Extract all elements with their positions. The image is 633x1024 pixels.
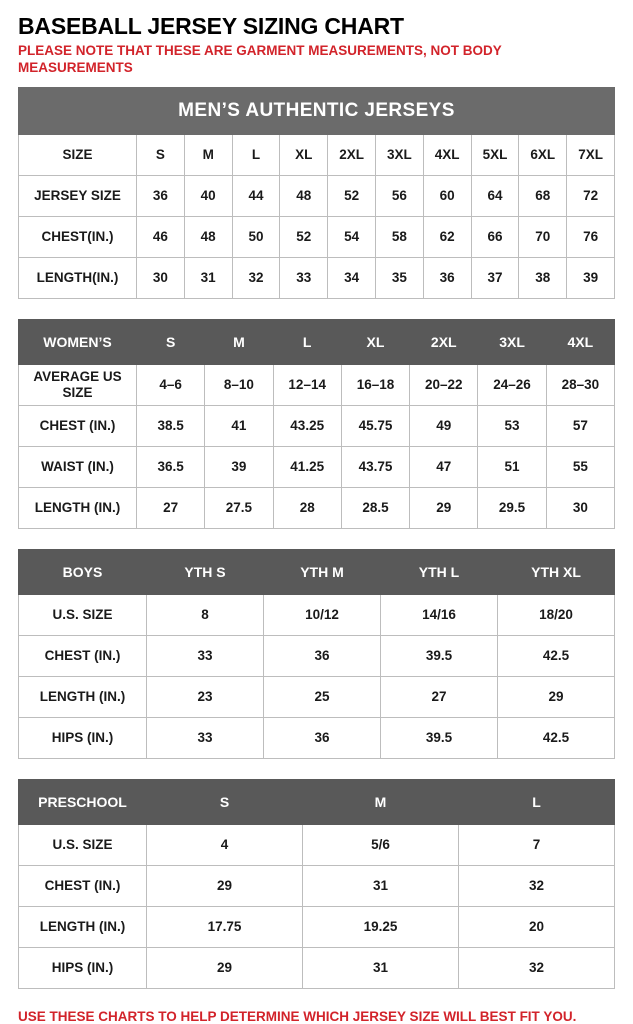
column-header: M — [205, 319, 273, 364]
table-header-row — [19, 319, 615, 364]
table-cell: 36 — [137, 175, 185, 216]
table-cell: 36 — [264, 717, 381, 758]
table-cell: 30 — [546, 487, 614, 528]
row-label: LENGTH(IN.) — [19, 257, 137, 298]
table-cell: 39 — [205, 446, 273, 487]
row-label: U.S. SIZE — [19, 594, 147, 635]
table-cell: 39 — [567, 257, 615, 298]
row-label: CHEST (IN.) — [19, 865, 147, 906]
column-header: 3XL — [375, 134, 423, 175]
table-cell: 42.5 — [498, 717, 615, 758]
table-cell: 8–10 — [205, 364, 273, 405]
column-header: L — [232, 134, 280, 175]
table-cell: 29 — [147, 865, 303, 906]
row-label: LENGTH (IN.) — [19, 487, 137, 528]
womens-sizing-table — [18, 319, 615, 529]
row-label: HIPS (IN.) — [19, 717, 147, 758]
row-label: HIPS (IN.) — [19, 947, 147, 988]
table-cell: 10/12 — [264, 594, 381, 635]
table-row — [19, 405, 615, 446]
table-cell: 28.5 — [341, 487, 409, 528]
table-cell: 45.75 — [341, 405, 409, 446]
table-cell: 36.5 — [137, 446, 205, 487]
footer-note: USE THESE CHARTS TO HELP DETERMINE WHICH JERSEY SIZE WILL BEST FIT YOU. — [18, 1008, 577, 1024]
column-header: M — [184, 134, 232, 175]
table-cell: 57 — [546, 405, 614, 446]
table-cell: 36 — [423, 257, 471, 298]
table-cell: 36 — [264, 635, 381, 676]
table-cell: 27 — [137, 487, 205, 528]
table-row — [19, 676, 615, 717]
page-title: BASEBALL JERSEY SIZING CHART — [18, 13, 404, 39]
table-cell: 60 — [423, 175, 471, 216]
table-cell: 39.5 — [381, 717, 498, 758]
table-cell: 23 — [147, 676, 264, 717]
column-header: 7XL — [567, 134, 615, 175]
table-header-row — [19, 779, 615, 824]
column-header: PRESCHOOL — [19, 779, 147, 824]
table-cell: 5/6 — [303, 824, 459, 865]
table-cell: 29.5 — [478, 487, 546, 528]
table-cell: 20–22 — [410, 364, 478, 405]
table-cell: 43.25 — [273, 405, 341, 446]
column-header: SIZE — [19, 134, 137, 175]
table-cell: 52 — [328, 175, 376, 216]
table-row — [19, 257, 615, 298]
table-cell: 53 — [478, 405, 546, 446]
table-cell: 12–14 — [273, 364, 341, 405]
table-row — [19, 906, 615, 947]
table-cell: 25 — [264, 676, 381, 717]
table-cell: 4–6 — [137, 364, 205, 405]
table-cell: 31 — [184, 257, 232, 298]
table-row — [19, 635, 615, 676]
table-cell: 52 — [280, 216, 328, 257]
table-cell: 19.25 — [303, 906, 459, 947]
measurement-note: PLEASE NOTE THAT THESE ARE GARMENT MEASUREMENTS, NOT BODY MEASUREMENTS — [18, 43, 502, 76]
table-cell: 17.75 — [147, 906, 303, 947]
column-header: YTH S — [147, 549, 264, 594]
boys-sizing-table — [18, 549, 615, 759]
row-label: WAIST (IN.) — [19, 446, 137, 487]
table-cell: 8 — [147, 594, 264, 635]
table-cell: 68 — [519, 175, 567, 216]
table-row — [19, 717, 615, 758]
column-header: 2XL — [410, 319, 478, 364]
table-cell: 50 — [232, 216, 280, 257]
table-cell: 41.25 — [273, 446, 341, 487]
table-cell: 39.5 — [381, 635, 498, 676]
mens-banner-label: MEN’S AUTHENTIC JERSEYS — [19, 87, 615, 134]
table-cell: 28 — [273, 487, 341, 528]
table-cell: 72 — [567, 175, 615, 216]
table-cell: 31 — [303, 947, 459, 988]
table-cell: 32 — [459, 865, 615, 906]
table-row — [19, 175, 615, 216]
table-cell: 30 — [137, 257, 185, 298]
column-header: 4XL — [423, 134, 471, 175]
table-cell: 47 — [410, 446, 478, 487]
table-cell: 76 — [567, 216, 615, 257]
table-cell: 24–26 — [478, 364, 546, 405]
table-banner-row — [19, 87, 615, 134]
column-header: YTH XL — [498, 549, 615, 594]
table-row — [19, 824, 615, 865]
table-cell: 54 — [328, 216, 376, 257]
table-cell: 38.5 — [137, 405, 205, 446]
table-cell: 55 — [546, 446, 614, 487]
table-cell: 32 — [459, 947, 615, 988]
table-cell: 33 — [280, 257, 328, 298]
table-cell: 48 — [184, 216, 232, 257]
column-header: L — [273, 319, 341, 364]
table-cell: 70 — [519, 216, 567, 257]
row-label: LENGTH (IN.) — [19, 906, 147, 947]
preschool-sizing-table — [18, 779, 615, 989]
table-cell: 18/20 — [498, 594, 615, 635]
table-cell: 56 — [375, 175, 423, 216]
column-header: S — [137, 134, 185, 175]
column-header: S — [137, 319, 205, 364]
table-row — [19, 947, 615, 988]
table-cell: 29 — [410, 487, 478, 528]
column-header: 3XL — [478, 319, 546, 364]
table-cell: 27 — [381, 676, 498, 717]
column-header: YTH L — [381, 549, 498, 594]
column-header: S — [147, 779, 303, 824]
table-cell: 33 — [147, 635, 264, 676]
table-cell: 4 — [147, 824, 303, 865]
table-cell: 43.75 — [341, 446, 409, 487]
table-cell: 62 — [423, 216, 471, 257]
table-cell: 58 — [375, 216, 423, 257]
table-cell: 48 — [280, 175, 328, 216]
table-cell: 14/16 — [381, 594, 498, 635]
column-header: L — [459, 779, 615, 824]
column-header: 5XL — [471, 134, 519, 175]
table-row — [19, 364, 615, 405]
table-cell: 41 — [205, 405, 273, 446]
column-header: 4XL — [546, 319, 614, 364]
table-row — [19, 865, 615, 906]
table-cell: 37 — [471, 257, 519, 298]
table-cell: 20 — [459, 906, 615, 947]
table-cell: 33 — [147, 717, 264, 758]
table-cell: 29 — [498, 676, 615, 717]
table-header-row — [19, 134, 615, 175]
table-row — [19, 594, 615, 635]
table-cell: 31 — [303, 865, 459, 906]
column-header: XL — [280, 134, 328, 175]
row-label: CHEST(IN.) — [19, 216, 137, 257]
table-cell: 42.5 — [498, 635, 615, 676]
table-header-row — [19, 549, 615, 594]
column-header: XL — [341, 319, 409, 364]
table-cell: 64 — [471, 175, 519, 216]
table-cell: 28–30 — [546, 364, 614, 405]
table-cell: 16–18 — [341, 364, 409, 405]
column-header: YTH M — [264, 549, 381, 594]
table-cell: 66 — [471, 216, 519, 257]
table-row — [19, 446, 615, 487]
table-cell: 38 — [519, 257, 567, 298]
table-row — [19, 216, 615, 257]
mens-sizing-table — [18, 87, 615, 299]
table-cell: 35 — [375, 257, 423, 298]
row-label: U.S. SIZE — [19, 824, 147, 865]
table-cell: 51 — [478, 446, 546, 487]
column-header: 2XL — [328, 134, 376, 175]
row-label: LENGTH (IN.) — [19, 676, 147, 717]
table-cell: 7 — [459, 824, 615, 865]
column-header: BOYS — [19, 549, 147, 594]
row-label: CHEST (IN.) — [19, 405, 137, 446]
table-cell: 32 — [232, 257, 280, 298]
column-header: WOMEN’S — [19, 319, 137, 364]
row-label: JERSEY SIZE — [19, 175, 137, 216]
table-cell: 49 — [410, 405, 478, 446]
column-header: 6XL — [519, 134, 567, 175]
row-label: AVERAGE US SIZE — [19, 364, 137, 405]
row-label: CHEST (IN.) — [19, 635, 147, 676]
table-cell: 46 — [137, 216, 185, 257]
table-cell: 44 — [232, 175, 280, 216]
table-cell: 40 — [184, 175, 232, 216]
table-cell: 34 — [328, 257, 376, 298]
column-header: M — [303, 779, 459, 824]
table-row — [19, 487, 615, 528]
table-cell: 27.5 — [205, 487, 273, 528]
table-cell: 29 — [147, 947, 303, 988]
